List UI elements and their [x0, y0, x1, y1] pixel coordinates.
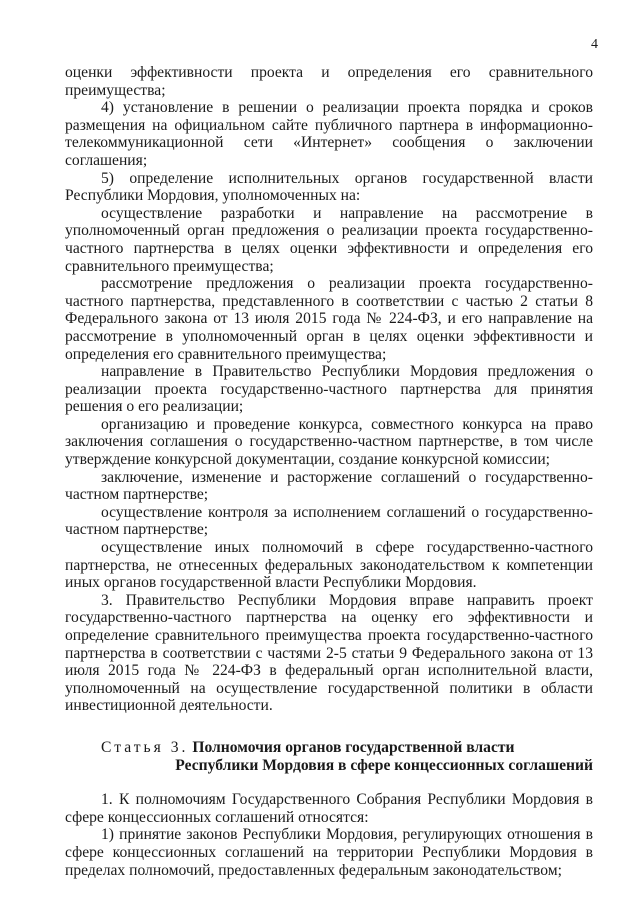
- paragraph: 1. К полномочиям Государственного Собрания Республики Мордовия в сфере концессионных соглашений относятся:: [65, 791, 593, 826]
- paragraph: 3. Правительство Республики Мордовия вправе направить проект государственно-частного партнерства на оценку его эффективности и определение сравнительного преимущества проекта государственно-частного партнерства в соответствии с частями 2-5 статьи 9 Федерального закона от 13 июля 2015 года № 224-ФЗ в федеральный орган исполнительной власти, уполномоченный на осуществление государственной политики в области инвестиционной деятельности.: [65, 591, 593, 715]
- paragraph: организацию и проведение конкурса, совместного конкурса на право заключения соглашения о государственно-частном партнерстве, в том числе утверждение конкурсной документации, создание конкурсной комиссии;: [65, 415, 593, 469]
- article-heading-line: [65, 739, 593, 757]
- paragraph: направление в Правительство Республики Мордовия предложения о реализации проекта государственно-частного партнерства для принятия решения о его реализации;: [65, 363, 593, 416]
- paragraph: рассмотрение предложения о реализации проекта государственно-частного партнерства, представленного в соответствии с частью 2 статьи 8 Федерального закона от 13 июля 2015 года № 224-ФЗ, и его направление на рассмотрение в уполномоченный орган в целях оценки эффективности и определения его сравнительного преимущества;: [65, 275, 593, 363]
- paragraph: осуществление разработки и направление на рассмотрение в уполномоченный орган предложения о реализации проекта государственно-частного партнерства в целях оценки эффективности и определения его сравнительного преимущества;: [65, 204, 593, 275]
- paragraph: 4) установление в решении о реализации проекта порядка и сроков размещения на официальном сайте публичного партнера в информационно-телекоммуникационной сети «Интернет» сообщения о заключении соглашения;: [65, 99, 593, 169]
- article-title-line2: Республики Мордовия в сфере концессионных соглашений: [175, 756, 593, 774]
- paragraph: осуществление иных полномочий в сфере государственно-частного партнерства, не отнесенных федеральных законодательством к компетенции иных органов государственной власти Республики Мордовия.: [65, 539, 593, 592]
- document-body: [65, 64, 593, 879]
- paragraph: 1) принятие законов Республики Мордовия, регулирующих отношения в сфере концессионных соглашений на территории Республики Мордовия в пределах полномочий, предоставленных федеральным законодательством;: [65, 826, 593, 879]
- article-prefix: Статья 3.: [101, 738, 189, 756]
- paragraph: заключение, изменение и расторжение соглашений о государственно-частном партнерстве;: [65, 468, 593, 504]
- paragraph: оценки эффективности проекта и определения его сравнительного преимущества;: [65, 64, 593, 99]
- article-title-line1: Полномочия органов государственной власти: [192, 738, 515, 756]
- page-number: 4: [591, 37, 598, 52]
- article-heading: [65, 739, 593, 774]
- paragraph: осуществление контроля за исполнением соглашений о государственно-частном партнерстве;: [65, 503, 593, 539]
- paragraph: 5) определение исполнительных органов государственной власти Республики Мордовия, уполномоченных на:: [65, 169, 593, 205]
